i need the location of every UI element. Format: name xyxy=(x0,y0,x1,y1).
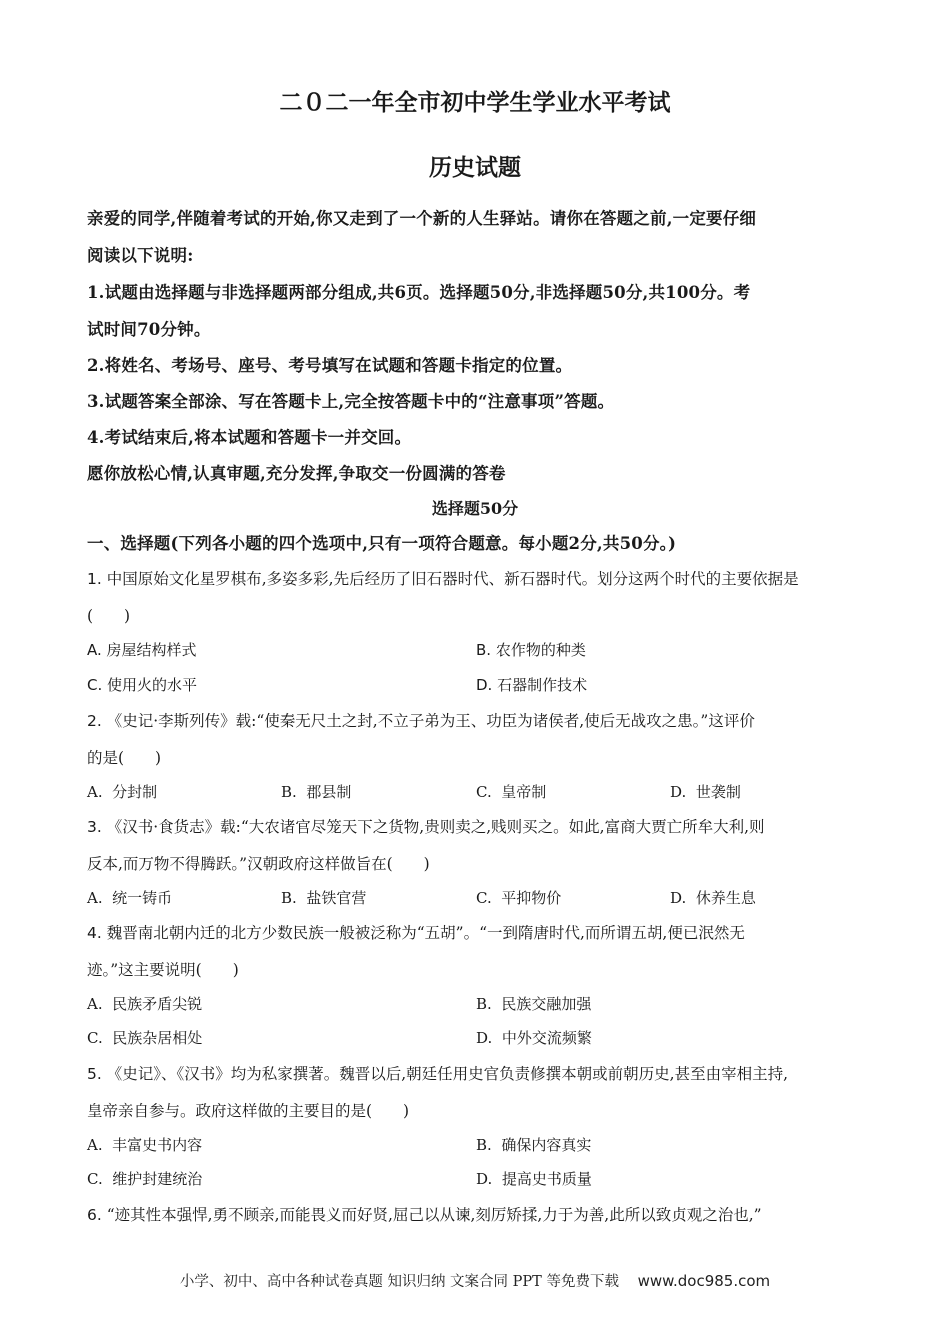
question-4-line-2: 迹。”这主要说明( ) xyxy=(87,961,239,979)
exam-title: 二０二一年全市初中学生学业水平考试 xyxy=(279,89,671,116)
option-1d: D. 石器制作技术 xyxy=(476,676,588,694)
exam-subtitle: 历史试题 xyxy=(429,154,521,181)
question-4-line-1 xyxy=(87,921,745,943)
option-5c: C. 维护封建统治 xyxy=(87,1170,203,1188)
option-1b: B. 农作物的种类 xyxy=(476,641,586,659)
option-3d: D. 休养生息 xyxy=(670,889,756,907)
question-text: 魏晋南北朝内迁的北方少数民族一般被泛称为“五胡”。“一到隋唐时代,而所谓五胡,便已泯然无 xyxy=(106,924,745,942)
option-1a: A. 房屋结构样式 xyxy=(87,641,197,659)
option-4c: C. 民族杂居相处 xyxy=(87,1029,203,1047)
question-number: 3. xyxy=(87,818,102,836)
footer-site-link[interactable]: www.doc985.com xyxy=(637,1272,771,1290)
question-5-line-2: 皇帝亲自参与。政府这样做的主要目的是( ) xyxy=(87,1102,410,1120)
option-5a: A. 丰富史书内容 xyxy=(87,1136,203,1154)
question-number: 5. xyxy=(87,1065,102,1083)
question-2-line-2: 的是( ) xyxy=(87,749,162,767)
question-text: 《史记》、《汉书》均为私家撰著。魏晋以后,朝廷任用史官负责修撰本朝或前朝历史,甚至由宰相主持, xyxy=(106,1065,789,1083)
question-5-line-1 xyxy=(87,1062,788,1084)
wish-line: 愿你放松心情,认真审题,充分发挥,争取交一份圆满的答卷 xyxy=(87,464,506,483)
rule-4: 4.考试结束后,将本试题和答题卡一并交回。 xyxy=(87,428,412,447)
page-footer xyxy=(0,1270,950,1291)
part-heading: 一、选择题(下列各小题的四个选项中,只有一项符合题意。每小题2分,共50分。) xyxy=(87,534,677,553)
rule-1-line-2: 试时间70分钟。 xyxy=(87,320,211,339)
question-text: 《汉书·食货志》载:“大农诸官尽笼天下之货物,贵则卖之,贱则买之。如此,富商大贾亡所牟大利,则 xyxy=(106,818,765,836)
footer-text: 小学、初中、高中各种试卷真题 知识归纳 文案合同 PPT 等免费下载 xyxy=(179,1274,619,1290)
question-text: 《史记·李斯列传》载:“使秦无尺土之封,不立子弟为王、功臣为诸侯者,使后无战攻之患。”这评价 xyxy=(106,712,755,730)
option-5d: D. 提高史书质量 xyxy=(476,1170,592,1188)
question-number: 2. xyxy=(87,712,102,730)
question-2-line-1 xyxy=(87,709,755,731)
section-title: 选择题50分 xyxy=(431,499,519,518)
question-number: 6. xyxy=(87,1206,102,1224)
option-4d: D. 中外交流频繁 xyxy=(476,1029,592,1047)
option-2b: B. 郡县制 xyxy=(281,783,352,801)
rule-1-line-1: 1.试题由选择题与非选择题两部分组成,共6页。选择题50分,非选择题50分,共100分。考 xyxy=(87,283,751,302)
question-number: 1. xyxy=(87,570,102,588)
question-6-line-1 xyxy=(87,1203,762,1225)
option-2d: D. 世袭制 xyxy=(670,783,741,801)
option-3a: A. 统一铸币 xyxy=(87,889,173,907)
rule-3: 3.试题答案全部涂、写在答题卡上,完全按答题卡中的“注意事项”答题。 xyxy=(87,392,615,411)
question-1-line-1 xyxy=(87,567,799,589)
question-3-line-1 xyxy=(87,815,765,837)
option-3b: B. 盐铁官营 xyxy=(281,889,367,907)
option-2c: C. 皇帝制 xyxy=(476,783,547,801)
question-text: “迹其性本强悍,勇不顾亲,而能畏义而好贤,屈己以从谏,刻厉矫揉,力于为善,此所以致贞观之治也,” xyxy=(106,1206,762,1224)
option-3c: C. 平抑物价 xyxy=(476,889,562,907)
option-2a: A. 分封制 xyxy=(87,783,158,801)
intro-line-1: 亲爱的同学,伴随着考试的开始,你又走到了一个新的人生驿站。请你在答题之前,一定要仔细 xyxy=(87,209,757,228)
question-number: 4. xyxy=(87,924,102,942)
question-3-line-2: 反本,而万物不得腾跃。”汉朝政府这样做旨在( ) xyxy=(87,855,430,873)
question-text: 中国原始文化星罗棋布,多姿多彩,先后经历了旧石器时代、新石器时代。划分这两个时代的主要依据是 xyxy=(106,570,799,588)
option-1c: C. 使用火的水平 xyxy=(87,676,198,694)
question-1-line-2: ( ) xyxy=(87,607,131,625)
rule-2: 2.将姓名、考场号、座号、考号填写在试题和答题卡指定的位置。 xyxy=(87,356,573,375)
option-4a: A. 民族矛盾尖锐 xyxy=(87,995,203,1013)
option-5b: B. 确保内容真实 xyxy=(476,1136,592,1154)
option-4b: B. 民族交融加强 xyxy=(476,995,592,1013)
intro-line-2: 阅读以下说明: xyxy=(87,246,194,265)
